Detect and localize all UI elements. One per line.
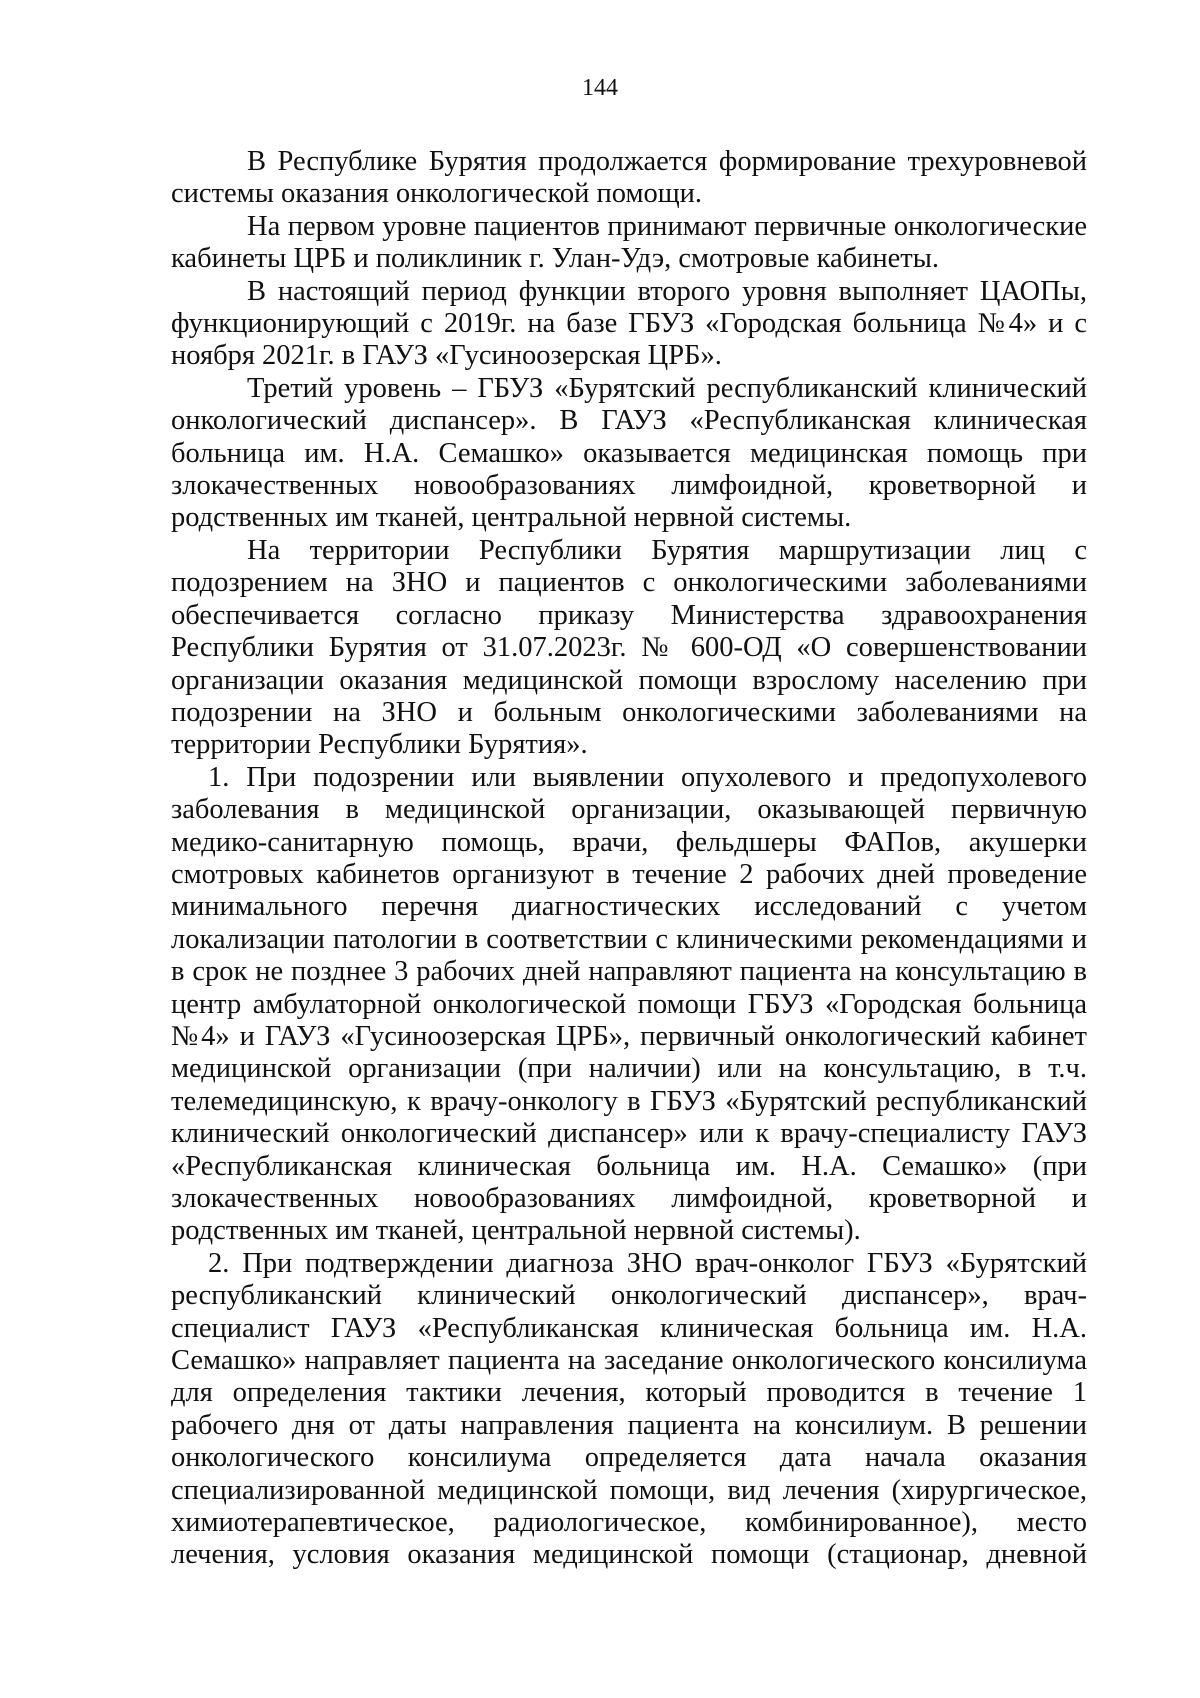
list-item-1: 1. При подозрении или выявлении опухолевого и предопухолевого заболевания в медицинской организации, оказывающей первичную медико-санитарную помощь, врачи, фельдшеры ФАПов, акушерки смотровых кабинетов организуют в течение 2 рабочих дней проведение минимального перечня диагностических исследований с учетом локализации патологии в соответствии с клиническими рекомендациями и в срок не позднее 3 рабочих дней направляют пациента на консультацию в центр амбулаторной онкологической помощи ГБУЗ «Городская больница №4» и ГАУЗ «Гусиноозерская ЦРБ», первичный онкологический кабинет медицинской организации (при наличии) или на консультацию, в т.ч. телемедицинскую, к врачу-онкологу в ГБУЗ «Бурятский республиканский клинический онкологический диспансер» или к врачу-специалисту ГАУЗ «Республиканская клиническая больница им. Н.А. Семашко» (при злокачественных новообразованиях лимфоидной, кроветворной и родственных им тканей, центральной нервной системы). [171, 761, 1087, 1247]
document-body [171, 146, 1087, 1572]
paragraph-second-level: В настоящий период функции второго уровня выполняет ЦАОПы, функционирующий с 2019г. на базе ГБУЗ «Городская больница №4» и с ноября 2021г. в ГАУЗ «Гусиноозерская ЦРБ». [171, 275, 1087, 372]
list-item-2: 2. При подтверждении диагноза ЗНО врач-онколог ГБУЗ «Бурятский республиканский клинический онкологический диспансер», врач-специалист ГАУЗ «Республиканская клиническая больница им. Н.А. Семашко» направляет пациента на заседание онкологического консилиума для определения тактики лечения, который проводится в течение 1 рабочего дня от даты направления пациента на консилиум. В решении онкологического консилиума определяется дата начала оказания специализированной медицинской помощи, вид лечения (хирургическое, химиотерапевтическое, радиологическое, комбинированное), место лечения, условия оказания медицинской помощи (стационар, дневной [171, 1247, 1087, 1571]
paragraph-routing-order: На территории Республики Бурятия маршрутизации лиц с подозрением на ЗНО и пациентов с онкологическими заболеваниями обеспечивается согласно приказу Министерства здравоохранения Республики Бурятия от 31.07.2023г. № 600-ОД «О совершенствовании организации оказания медицинской помощи взрослому населению при подозрении на ЗНО и больным онкологическими заболеваниями на территории Республики Бурятия». [171, 534, 1087, 761]
paragraph-third-level: Третий уровень – ГБУЗ «Бурятский республиканский клинический онкологический диспансер». В ГАУЗ «Республиканская клиническая больница им. Н.А. Семашко» оказывается медицинская помощь при злокачественных новообразованиях лимфоидной, кроветворной и родственных им тканей, центральной нервной системы. [171, 372, 1087, 534]
page-number: 144 [582, 75, 618, 101]
paragraph-first-level: На первом уровне пациентов принимают первичные онкологические кабинеты ЦРБ и поликлиник г. Улан-Удэ, смотровые кабинеты. [171, 210, 1087, 275]
paragraph-three-level-system: В Республике Бурятия продолжается формирование трехуровневой системы оказания онкологической помощи. [171, 146, 1087, 210]
